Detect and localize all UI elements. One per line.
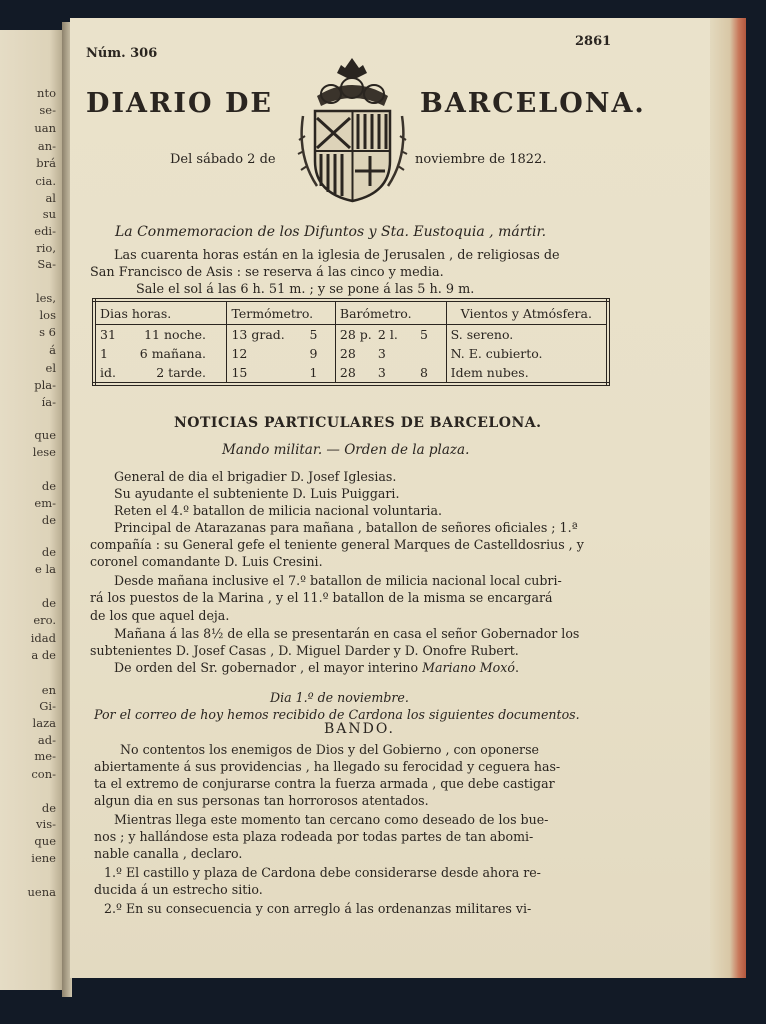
weather-cell bbox=[227, 325, 335, 345]
weather-value: 3 bbox=[377, 346, 386, 361]
order-line: Mañana á las 8½ de ella se presentarán en casa el señor Gobernador los bbox=[114, 626, 580, 641]
left-page-fragment: me- bbox=[34, 749, 56, 763]
order-line-text: De orden del Sr. gobernador , el mayor interino bbox=[114, 660, 423, 675]
left-page-fragment: Gi- bbox=[39, 699, 56, 713]
weather-value: 1 bbox=[309, 365, 318, 380]
weather-value: 3 bbox=[377, 365, 386, 380]
left-page-fragment: iene bbox=[31, 851, 56, 865]
bando-line: 1.º El castillo y plaza de Cardona debe considerarse desde ahora re- bbox=[104, 865, 541, 880]
devotion-line-1: Las cuarenta horas están en la iglesia de Jerusalen , de religiosas de bbox=[114, 248, 560, 263]
left-page-fragment: ía- bbox=[41, 395, 56, 409]
bando-line: No contentos los enemigos de Dios y del Gobierno , con oponerse bbox=[120, 742, 539, 757]
weather-cell bbox=[335, 363, 446, 384]
left-page-fragment: Sa- bbox=[37, 257, 56, 271]
left-page-fragment: vis- bbox=[36, 817, 56, 831]
left-page-fragment: pla- bbox=[34, 378, 56, 392]
weather-row bbox=[94, 344, 608, 363]
weather-cell bbox=[94, 363, 227, 384]
weather-value: 5 bbox=[419, 327, 428, 342]
weather-header: Barómetro. bbox=[335, 300, 446, 325]
bando-line: nable canalla , declaro. bbox=[94, 846, 243, 861]
saint-of-day: La Conmemoracion de los Difuntos y Sta. Eustoquia , mártir. bbox=[115, 224, 547, 240]
weather-value: 9 bbox=[309, 346, 318, 361]
weather-header-row bbox=[94, 300, 608, 325]
order-line: Principal de Atarazanas para mañana , batallon de señores oficiales ; 1.ª bbox=[114, 520, 578, 535]
bando-line: algun dia en sus personas tan horrorosos atentados. bbox=[94, 793, 429, 808]
mail-line: Por el correo de hoy hemos recibido de Cardona los siguientes documentos. bbox=[94, 707, 580, 722]
left-page-fragment: con- bbox=[31, 767, 56, 781]
order-line bbox=[114, 660, 519, 675]
masthead-left: DIARIO DE bbox=[86, 88, 273, 119]
left-page-fragment: á bbox=[49, 343, 56, 357]
left-page-fragment: les, bbox=[35, 291, 56, 305]
order-line: rá los puestos de la Marina , y el 11.º batallon de la misma se encargará bbox=[90, 590, 553, 605]
order-line: Su ayudante el subteniente D. Luis Puiggari. bbox=[114, 486, 400, 501]
left-page-fragment: los bbox=[39, 308, 56, 322]
order-line: compañía : su General gefe el teniente general Marques de Castelldosrius , y bbox=[90, 537, 584, 552]
bando-title: BANDO. bbox=[324, 721, 395, 737]
weather-cell bbox=[335, 325, 446, 345]
bando-line: Mientras llega este momento tan cercano como deseado de los bue- bbox=[114, 812, 549, 827]
order-line: Reten el 4.º batallon de milicia nacional voluntaria. bbox=[114, 503, 443, 518]
weather-header: Vientos y Atmósfera. bbox=[446, 300, 608, 325]
left-page-fragment: uan bbox=[34, 121, 56, 135]
left-page-fragment: de bbox=[41, 479, 56, 493]
left-page-fragment: e la bbox=[35, 562, 56, 576]
left-page-fragment: idad bbox=[30, 631, 56, 645]
left-page-fragment: ero. bbox=[33, 613, 56, 627]
weather-value: 8 bbox=[419, 365, 428, 380]
weather-value: 15 bbox=[231, 365, 248, 380]
weather-value: 28 p. bbox=[339, 327, 372, 342]
weather-value: 28 bbox=[339, 365, 356, 380]
newspaper-page bbox=[70, 18, 710, 978]
order-line: de los que aquel deja. bbox=[90, 608, 230, 623]
issue-number: Núm. 306 bbox=[86, 46, 158, 61]
left-page-fragment: an- bbox=[37, 139, 56, 153]
order-line-end: . bbox=[514, 660, 519, 675]
left-page-fragment: el bbox=[45, 361, 56, 375]
left-page-fragment: que bbox=[34, 834, 56, 848]
weather-row bbox=[94, 325, 608, 345]
weather-value: 28 bbox=[339, 346, 356, 361]
left-page-fragment: a de bbox=[31, 648, 56, 662]
left-page-fragment: cia. bbox=[35, 174, 56, 188]
weather-header: Dias horas. bbox=[94, 300, 227, 325]
page-edge bbox=[710, 18, 746, 978]
bando-line: abiertamente á sus providencias , ha llegado su ferocidad y ceguera has- bbox=[94, 759, 561, 774]
order-line: Desde mañana inclusive el 7.º batallon de milicia nacional local cubri- bbox=[114, 573, 562, 588]
left-page-fragment: brá bbox=[36, 156, 56, 170]
day-line bbox=[270, 690, 409, 705]
weather-cell bbox=[94, 344, 227, 363]
masthead-right: BARCELONA. bbox=[420, 88, 646, 119]
left-page-fragment: de bbox=[41, 545, 56, 559]
weather-cell bbox=[94, 325, 227, 345]
left-page-fragment: en bbox=[41, 683, 56, 697]
date-left: Del sábado 2 de bbox=[170, 152, 276, 167]
weather-cell bbox=[446, 344, 608, 363]
left-page-fragment: s 6 bbox=[39, 325, 56, 339]
weather-table bbox=[92, 298, 610, 386]
bando-line: nos ; y hallándose esta plaza rodeada por todas partes de tan abomi- bbox=[94, 829, 534, 844]
weather-cell bbox=[446, 363, 608, 384]
left-page-fragment: lese bbox=[32, 445, 56, 459]
date-right: noviembre de 1822. bbox=[415, 152, 547, 167]
left-page-fragment: se- bbox=[39, 103, 56, 117]
left-page-fragment: de bbox=[41, 513, 56, 527]
page-number: 2861 bbox=[575, 34, 612, 49]
weather-cell bbox=[446, 325, 608, 345]
section-heading: NOTICIAS PARTICULARES DE BARCELONA. bbox=[174, 415, 542, 431]
weather-value: 2 l. bbox=[377, 327, 398, 342]
left-page bbox=[0, 30, 62, 990]
left-page-fragment: de bbox=[41, 596, 56, 610]
weather-value: 6 mañana. bbox=[139, 346, 206, 361]
day-line-text: Dia 1.º de noviembre. bbox=[270, 690, 409, 705]
weather-header: Termómetro. bbox=[227, 300, 335, 325]
left-page-fragment: rio, bbox=[36, 241, 56, 255]
section-subheading: Mando militar. — Orden de la plaza. bbox=[222, 442, 470, 458]
bando-line: 2.º En su consecuencia y con arreglo á las ordenanzas militares vi- bbox=[104, 901, 532, 916]
weather-value: N. E. cubierto. bbox=[450, 346, 543, 361]
weather-value: 1 bbox=[100, 346, 108, 361]
order-line: subtenientes D. Josef Casas , D. Miguel Darder y D. Onofre Rubert. bbox=[90, 643, 519, 658]
left-page-fragment: ad- bbox=[37, 733, 56, 747]
sunrise-sunset: Sale el sol á las 6 h. 51 m. ; y se pone á las 5 h. 9 m. bbox=[136, 282, 475, 297]
weather-value: 5 bbox=[309, 327, 318, 342]
weather-value: 31 bbox=[100, 327, 116, 342]
weather-value: 13 grad. bbox=[231, 327, 285, 342]
weather-cell bbox=[227, 363, 335, 384]
devotion-line-2: San Francisco de Asis : se reserva á las cinco y media. bbox=[90, 265, 444, 280]
bando-line: ducida á un estrecho sitio. bbox=[94, 882, 263, 897]
weather-value: 11 noche. bbox=[144, 327, 206, 342]
weather-value: 12 bbox=[231, 346, 248, 361]
order-line: coronel comandante D. Luis Cresini. bbox=[90, 554, 323, 569]
weather-value: id. bbox=[100, 365, 116, 380]
order-line: General de dia el brigadier D. Josef Iglesias. bbox=[114, 469, 397, 484]
weather-cell bbox=[227, 344, 335, 363]
signatory-name: Mariano Moxó bbox=[422, 660, 515, 675]
left-page-fragment: em- bbox=[34, 496, 56, 510]
bando-line: ta el extremo de conjurarse contra la fuerza armada , que debe castigar bbox=[94, 776, 555, 791]
left-page-fragment: al bbox=[45, 191, 56, 205]
weather-value: 2 tarde. bbox=[156, 365, 206, 380]
weather-value: Idem nubes. bbox=[450, 365, 529, 380]
left-page-fragment: uena bbox=[27, 885, 56, 899]
weather-cell bbox=[335, 344, 446, 363]
left-page-fragment: de bbox=[41, 801, 56, 815]
coat-of-arms-icon bbox=[295, 56, 410, 208]
left-page-fragment: nto bbox=[37, 86, 56, 100]
left-page-fragment: laza bbox=[32, 716, 56, 730]
left-page-fragment: edi- bbox=[34, 224, 56, 238]
weather-row bbox=[94, 363, 608, 384]
left-page-fragment: su bbox=[42, 207, 56, 221]
left-page-fragment: que bbox=[34, 428, 56, 442]
weather-value: S. sereno. bbox=[450, 327, 514, 342]
